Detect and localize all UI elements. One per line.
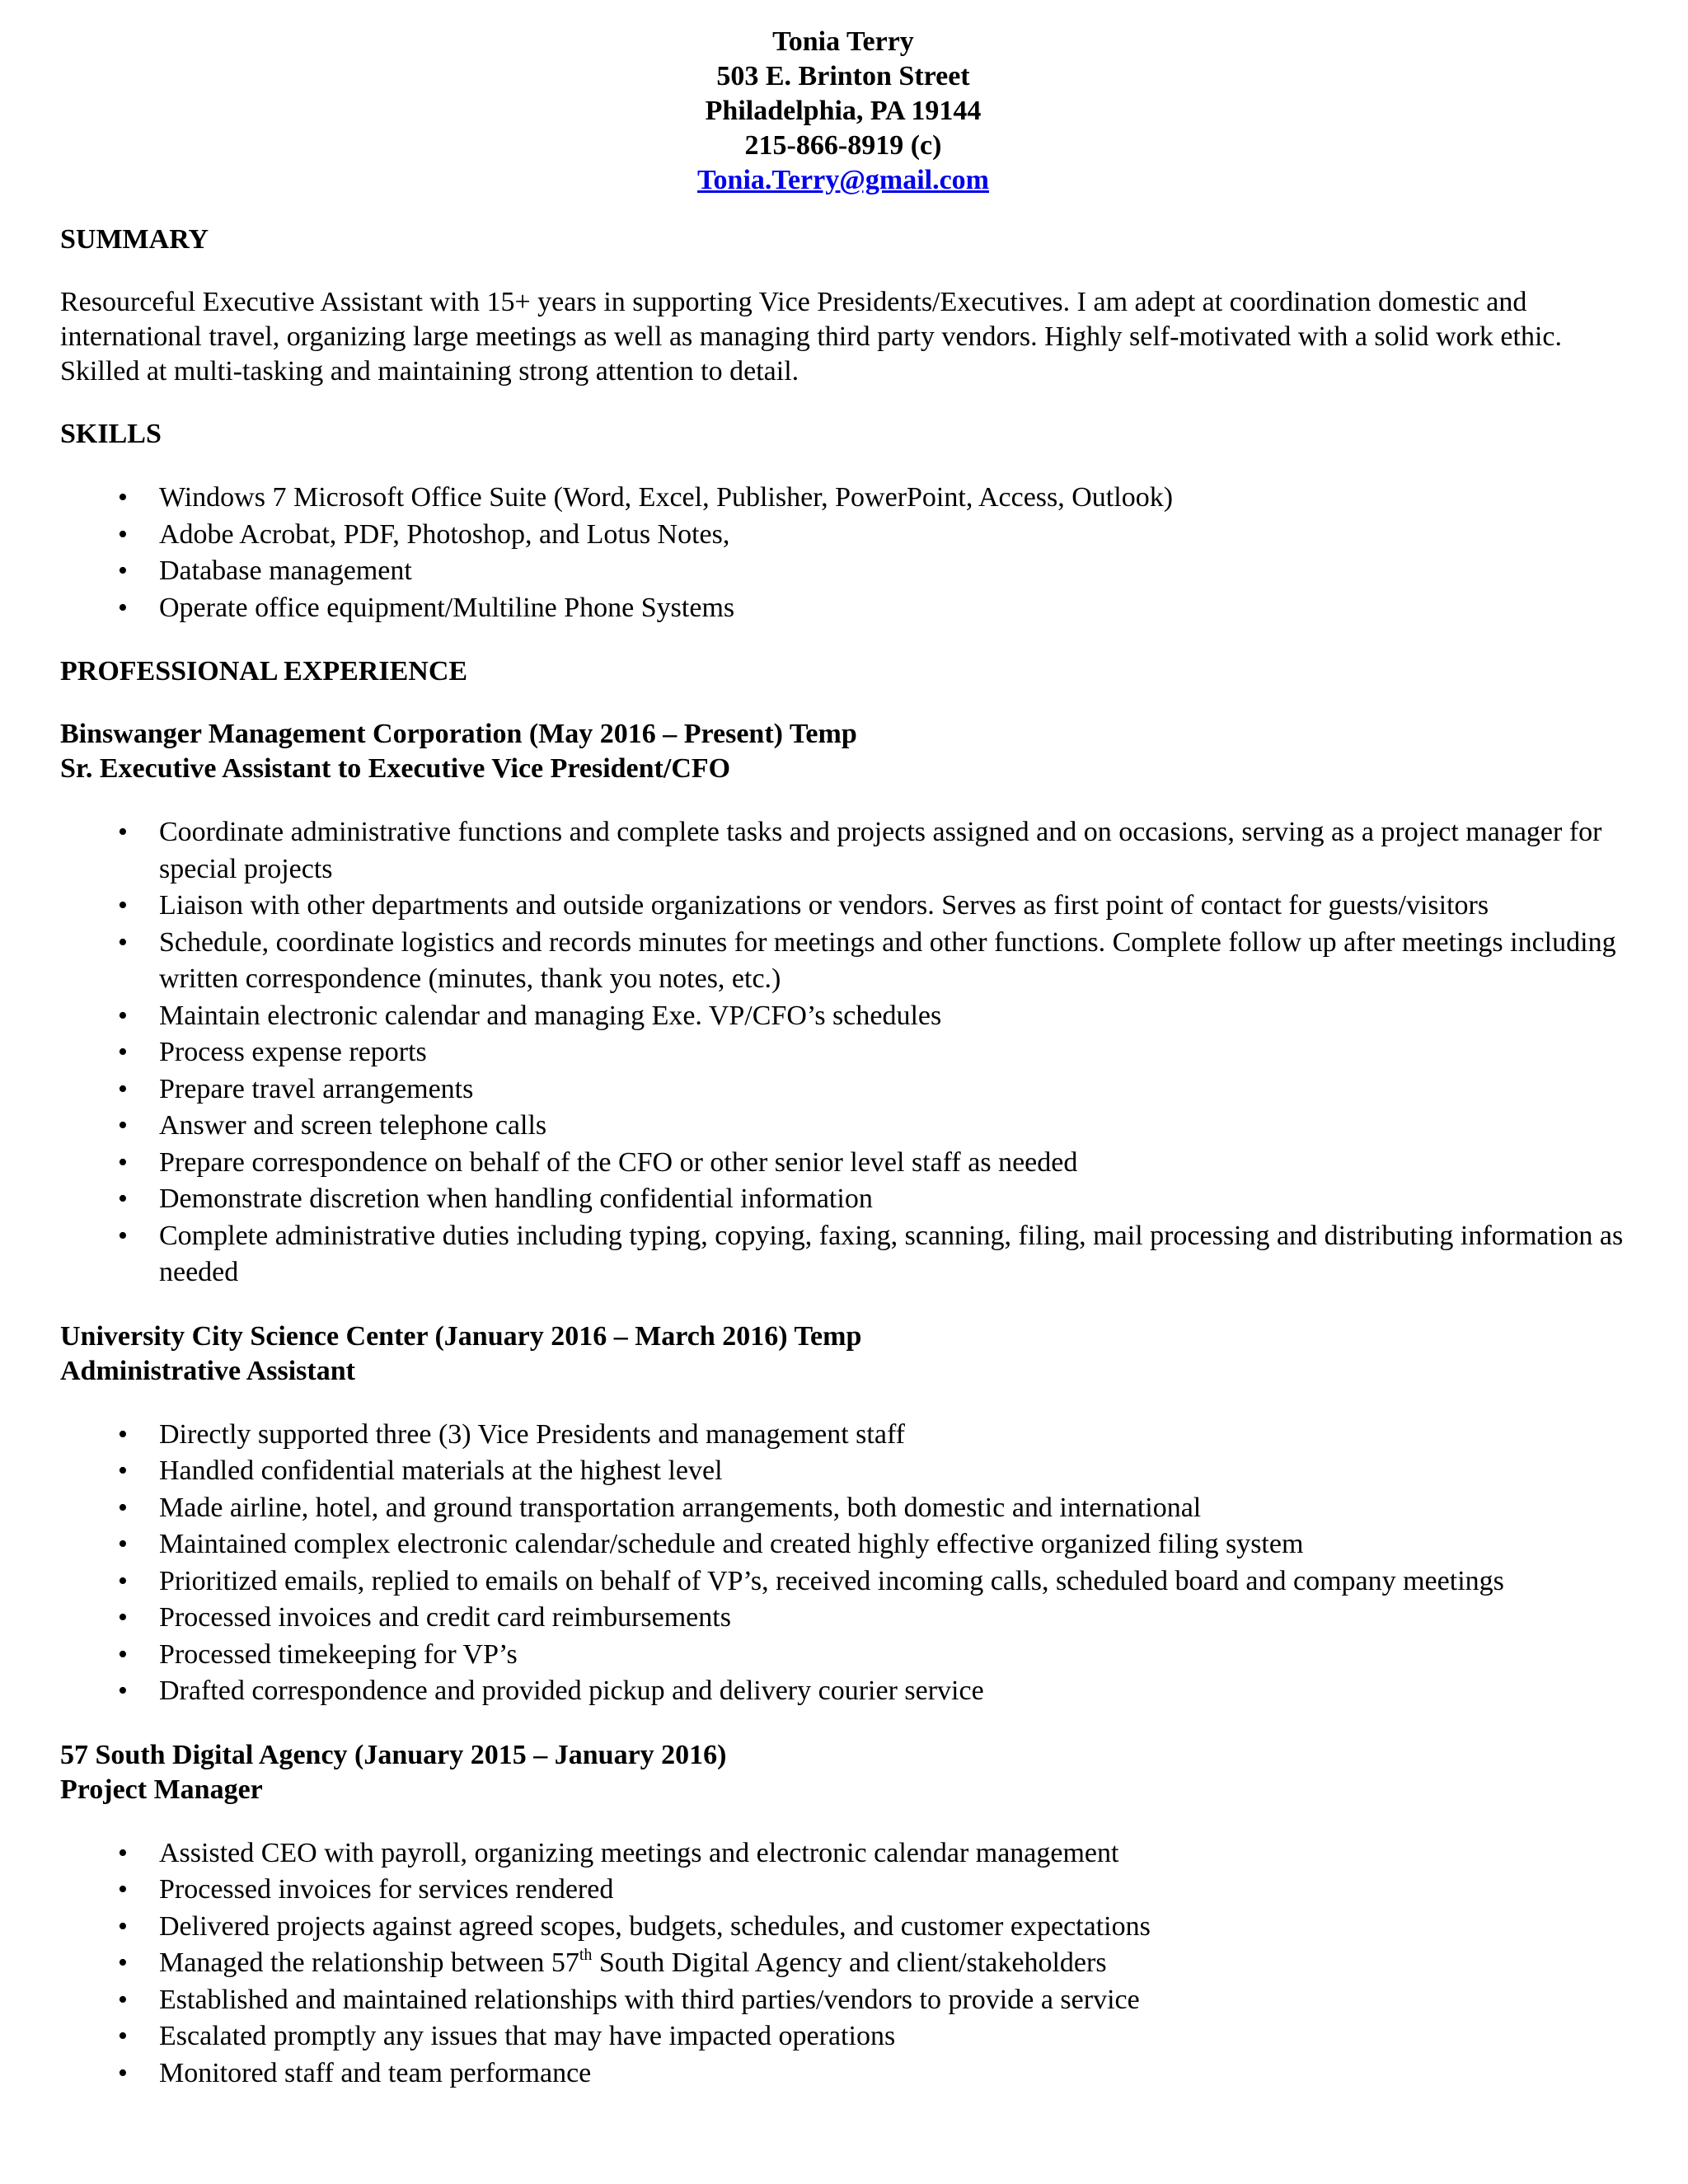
superscript-item: Managed the relationship between 57th South Digital Agency and client/stakeholders [159,1946,1107,1978]
bullet-icon: • [118,1073,128,1104]
job-company: Binswanger Management Corporation (May 2016 – Present) Temp [60,719,857,749]
bullet-icon: • [118,1638,128,1670]
list-item: • Directly supported three (3) Vice Presidents and management staff [60,1417,1643,1454]
list-item: • Processed invoices and credit card reimbursements [60,1600,1643,1637]
list-item: • Database management [60,553,1643,590]
list-item [60,1945,1643,1982]
bullet-icon: • [118,1874,128,1905]
bullet-icon: • [118,1000,128,1031]
experience-heading: PROFESSIONAL EXPERIENCE [60,656,468,687]
bullet-icon: • [118,1455,128,1486]
job-role: Sr. Executive Assistant to Executive Vice President/CFO [60,753,731,784]
bullet-icon: • [118,1947,128,1978]
bullet-icon: • [118,555,128,586]
bullet-icon: • [118,1220,128,1251]
list-item: • Coordinate administrative functions and complete tasks and projects assigned and on occasions, serving as a project manager for special projects [60,814,1643,888]
list-item: • Prepare travel arrangements [60,1071,1643,1108]
bullet-icon: • [118,1183,128,1214]
skills-heading: SKILLS [60,419,162,449]
bullet-icon: • [118,1984,128,2015]
list-item: • Made airline, hotel, and ground transportation arrangements, both domestic and international [60,1490,1643,1527]
bullet-icon: • [118,2057,128,2088]
job-duties-list [60,1835,1643,2093]
bullet-icon: • [118,1418,128,1450]
job-role: Administrative Assistant [60,1355,355,1386]
bullet-icon: • [118,890,128,921]
list-item: • Prioritized emails, replied to emails on behalf of VP’s, received incoming calls, scheduled board and company meetings [60,1563,1643,1601]
job-company: University City Science Center (January 2016 – March 2016) Temp [60,1320,862,1352]
bullet-icon: • [118,482,128,513]
job-role: Project Manager [60,1774,263,1805]
bullet-icon: • [118,1110,128,1141]
list-item: • Escalated promptly any issues that may have impacted operations [60,2018,1643,2055]
summary-heading: SUMMARY [60,224,209,255]
job-duties-list [60,1417,1643,1710]
list-item: • Process expense reports [60,1034,1643,1071]
summary-text: Resourceful Executive Assistant with 15+ years in supporting Vice Presidents/Executives. I am adept at coordination domestic and international travel, organizing large meetings as well as managing third party vendors. Highly self-motivated with a solid work ethic. Skilled at multi-tasking and maintaining strong attention to detail. [60,287,1563,387]
job-duties-list [60,814,1643,1291]
list-item: • Complete administrative duties including typing, copying, faxing, scanning, filing, mail processing and distributing information as needed [60,1218,1643,1291]
bullet-icon: • [118,1837,128,1868]
list-item: • Answer and screen telephone calls [60,1108,1643,1145]
list-item: • Windows 7 Microsoft Office Suite (Word, Excel, Publisher, PowerPoint, Access, Outlook) [60,480,1643,517]
bullet-icon: • [118,2021,128,2051]
bullet-icon: • [118,1492,128,1523]
contact-header [60,25,1626,198]
list-item: • Maintained complex electronic calendar/schedule and created highly effective organized filing system [60,1526,1643,1563]
list-item: • Processed timekeeping for VP’s [60,1637,1643,1674]
job-company: 57 South Digital Agency (January 2015 – January 2016) [60,1739,727,1770]
bullet-icon: • [118,1675,128,1706]
list-item: • Handled confidential materials at the highest level [60,1453,1643,1490]
bullet-icon: • [118,1529,128,1559]
bullet-icon: • [118,926,128,958]
list-item: • Prepare correspondence on behalf of the CFO or other senior level staff as needed [60,1145,1643,1182]
bullet-icon: • [118,1910,128,1942]
list-item: • Liaison with other departments and outside organizations or vendors. Serves as first point of contact for guests/visitors [60,888,1643,925]
bullet-icon: • [118,817,128,847]
bullet-icon: • [118,1565,128,1596]
skills-list [60,480,1643,626]
list-item: • Assisted CEO with payroll, organizing meetings and electronic calendar management [60,1835,1643,1872]
list-item: • Demonstrate discretion when handling confidential information [60,1181,1643,1218]
contact-street: 503 E. Brinton Street [716,61,970,91]
bullet-icon: • [118,592,128,623]
list-item: • Established and maintained relationships with third parties/vendors to provide a service [60,1982,1643,2019]
bullet-icon: • [118,1037,128,1067]
list-item: • Processed invoices for services rendered [60,1872,1643,1909]
list-item: • Maintain electronic calendar and managing Exe. VP/CFO’s schedules [60,998,1643,1035]
contact-name: Tonia Terry [772,26,914,57]
list-item: • Monitored staff and team performance [60,2055,1643,2093]
contact-email-link[interactable]: Tonia.Terry@gmail.com [697,165,989,195]
list-item: • Operate office equipment/Multiline Phone Systems [60,590,1643,627]
bullet-icon: • [118,518,128,550]
list-item: • Adobe Acrobat, PDF, Photoshop, and Lotus Notes, [60,517,1643,554]
contact-phone: 215-866-8919 (c) [744,130,942,161]
bullet-icon: • [118,1146,128,1178]
list-item: • Delivered projects against agreed scopes, budgets, schedules, and customer expectations [60,1909,1643,1946]
bullet-icon: • [118,1602,128,1633]
contact-city: Philadelphia, PA 19144 [705,96,982,126]
list-item: • Schedule, coordinate logistics and records minutes for meetings and other functions. Complete follow up after meetings including written correspondence (minutes, thank you notes, etc.) [60,925,1643,998]
resume-page [60,25,1643,2092]
list-item: • Drafted correspondence and provided pickup and delivery courier service [60,1673,1643,1710]
